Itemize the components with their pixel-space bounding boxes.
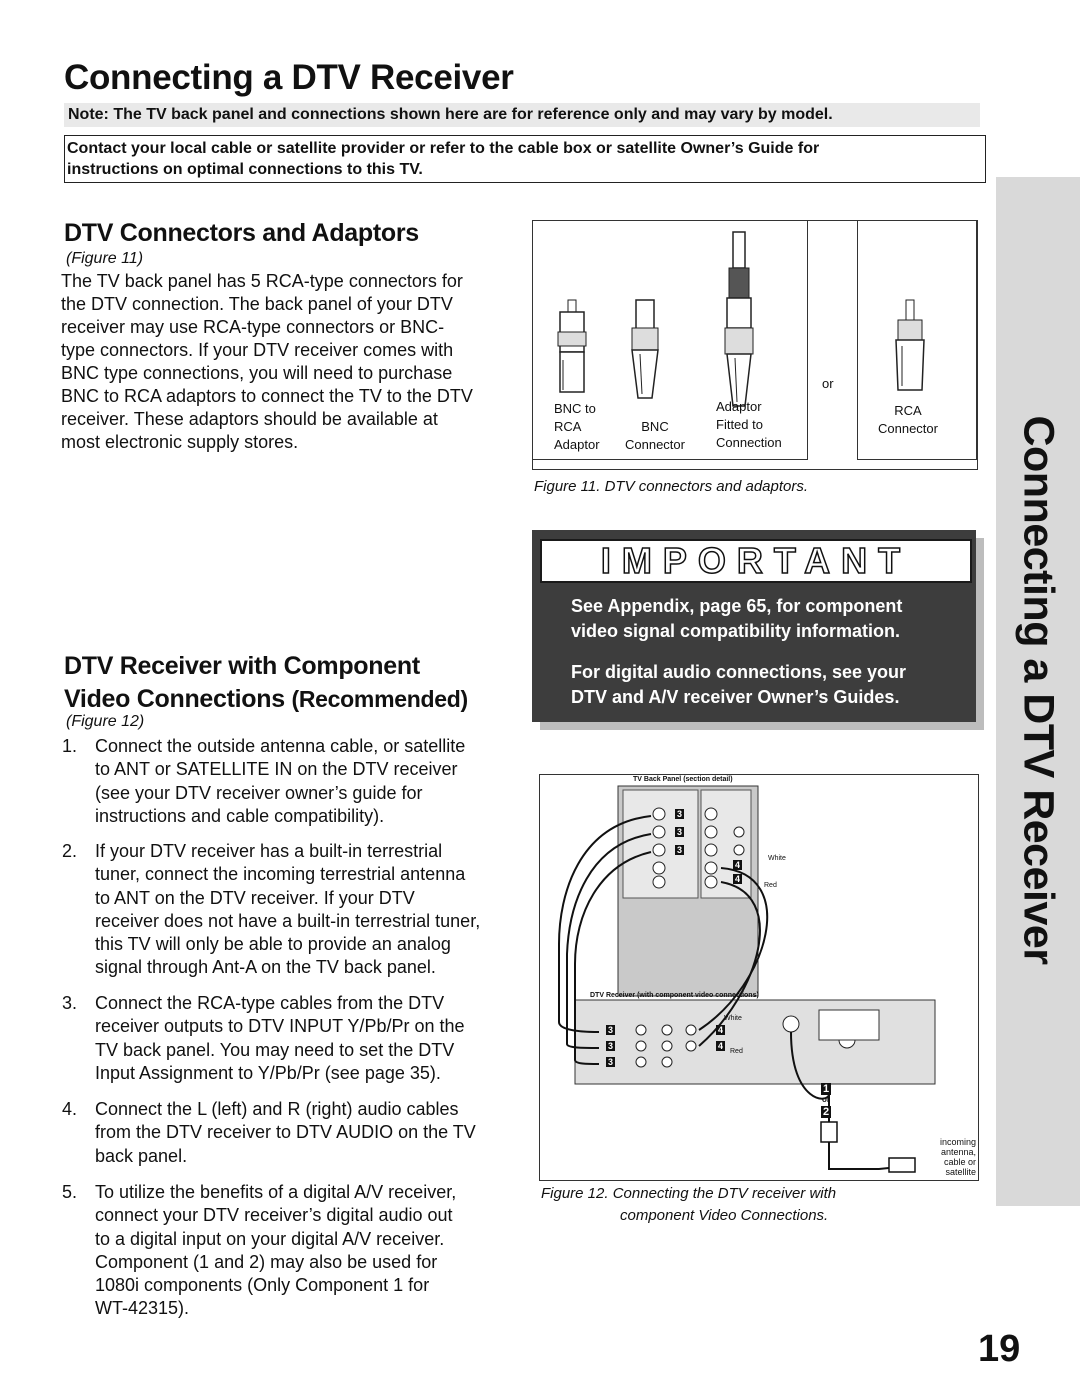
step-line: receiver does not have a built-in terrestrial tuner, [95,910,481,931]
connectors-section [64,219,419,248]
tag-3: 3 [608,1057,614,1067]
body-line: receiver. These adaptors should be available at [61,409,438,429]
important-line: For digital audio connections, see your [571,662,907,682]
body-line: The TV back panel has 5 RCA-type connectors for [61,271,463,291]
step-line: To utilize the benefits of a digital A/V receiver, [95,1182,457,1202]
red-cable-label: Red [730,1048,743,1055]
label-adaptor-fitted [716,398,782,452]
label-line: BNC [641,419,669,434]
figure-11-ref: (Figure 11) [66,250,144,267]
tag-4: 4 [735,860,741,870]
red-cable-label: Red [764,882,777,889]
label-line: BNC to [554,401,596,416]
label-line: RCA [894,403,922,418]
important-text-2 [571,660,906,710]
step-line: connect your DTV receiver’s digital audio out [95,1205,453,1226]
white-cable-label: White [768,855,786,862]
step-line: (see your DTV receiver owner’s guide for [95,782,423,803]
important-text-1 [571,594,902,644]
label-line: Connector [625,437,685,452]
step-line: signal through Ant-A on the TV back panel. [95,957,436,978]
step-number: 3. [62,993,78,1013]
label-bnc-to-rca [554,400,600,454]
tag-1: 1 [823,1083,830,1095]
figure-12-caption-1: Figure 12. Connecting the DTV receiver with [541,1185,837,1202]
step-2 [62,840,512,980]
tag-3: 3 [608,1025,614,1035]
step-line: 1080i components (Only Component 1 for [95,1275,430,1296]
tag-3: 3 [608,1041,614,1051]
important-banner-text: IMPORTANT [600,540,912,581]
step-line: from the DTV receiver to DTV AUDIO on the TV [95,1122,476,1143]
body-line: type connectors. If your DTV receiver comes with [61,340,454,360]
label-line: RCA [554,419,582,434]
step-line: to ANT on the DTV receiver. If your DTV [95,887,415,908]
step-4 [62,1098,512,1168]
incoming-line: incoming [939,1137,976,1147]
important-line: video signal compatibility information. [571,621,901,641]
dtv-receiver-label: DTV Receiver (with component video connections) [590,992,759,999]
bnc-connector-illustration [632,300,658,398]
page-title: Connecting a DTV Receiver [64,58,514,97]
incoming-line: satellite [945,1167,976,1177]
component-heading-main: Video Connections [64,685,285,713]
label-line: Adaptor [716,399,762,414]
step-line: instructions and cable compatibility). [95,805,385,826]
adaptor-fitted-illustration [725,232,753,406]
step-line: back panel. [95,1145,188,1166]
step-line: Connect the outside antenna cable, or satellite [95,736,466,756]
step-line: Connect the L (left) and R (right) audio cables [95,1099,459,1119]
tag-4: 4 [735,874,741,884]
label-line: Connection [716,435,782,450]
body-line: BNC type connections, you will need to purchase [61,363,453,383]
step-line: this TV will only be able to provide an analog [95,934,451,955]
important-line: DTV and A/V receiver Owner’s Guides. [571,687,900,707]
tv-back-panel-label: TV Back Panel (section detail) [633,776,733,783]
step-line: tuner, connect the incoming terrestrial antenna [95,864,466,885]
step-number: 2. [62,841,78,861]
component-heading-line-1: DTV Receiver with Component [64,652,420,680]
label-line: Connector [878,421,938,436]
step-line: If your DTV receiver has a built-in terrestrial [95,841,443,861]
step-line: WT-42315). [95,1298,190,1319]
body-line: receiver may use RCA-type connectors or BNC- [61,317,445,337]
dtv-receiver-panel [575,1000,935,1084]
connectors-heading: DTV Connectors and Adaptors [64,219,419,247]
tag-3: 3 [677,809,683,819]
contact-line-1: Contact your local cable or satellite provider or refer to the cable box or satellite Owner’s Guide for [67,140,820,157]
reference-note: Note: The TV back panel and connections shown here are for reference only and may vary by model. [64,103,980,127]
page-number: 19 [978,1328,1021,1370]
label-bnc-connector [620,418,690,454]
tag-3: 3 [677,845,683,855]
incoming-line: antenna, [940,1147,976,1157]
incoming-line: cable or [943,1157,976,1167]
label-line: Adaptor [554,437,600,452]
step-line: Connect the RCA-type cables from the DTV [95,993,445,1013]
component-heading-recommended: (Recommended) [291,686,468,712]
step-line: Input Assignment to Y/Pb/Pr (see page 35). [95,1062,441,1083]
step-number: 5. [62,1182,78,1202]
figure-12-ref: (Figure 12) [66,713,145,730]
step-line: to ANT or SATELLITE IN on the DTV receiver [95,759,458,780]
tag-2: 2 [823,1106,830,1118]
step-number: 1. [62,736,78,756]
rca-connector-illustration [896,300,924,390]
label-or: or [822,376,834,391]
component-heading-line-2 [64,685,468,714]
label-line: Fitted to [716,417,763,432]
step-line: receiver outputs to DTV INPUT Y/Pb/Pr on the [95,1016,465,1037]
side-tab-label: Connecting a DTV Receiver [1014,415,1063,965]
body-line: most electronic supply stores. [61,432,299,452]
tag-4: 4 [718,1041,724,1051]
step-line: Component (1 and 2) may also be used for [95,1251,438,1272]
contact-provider-box [64,135,986,183]
connection-diagram [539,774,977,1179]
body-line: the DTV connection. The back panel of your DTV [61,294,453,314]
step-number: 4. [62,1099,78,1119]
step-line: to a digital input on your digital A/V receiver. [95,1228,445,1249]
incoming-label [930,1137,976,1177]
figure-11-caption: Figure 11. DTV connectors and adaptors. [534,478,809,495]
step-5 [62,1181,512,1321]
white-cable-label: White [724,1015,742,1022]
connectors-body [61,270,521,454]
body-line: BNC to RCA adaptors to connect the TV to the DTV [61,386,473,406]
or-label: or [822,1095,830,1104]
contact-line-2: instructions on optimal connections to this TV. [67,161,423,178]
step-1 [62,735,512,828]
step-line: TV back panel. You may need to set the DTV [95,1039,455,1060]
figure-12-caption-2: component Video Connections. [620,1207,829,1224]
step-3 [62,992,512,1085]
important-line: See Appendix, page 65, for component [571,596,903,616]
tag-3: 3 [677,827,683,837]
tag-4: 4 [718,1025,724,1035]
label-rca-connector [870,402,946,438]
bnc-to-rca-adaptor-illustration [558,300,586,392]
